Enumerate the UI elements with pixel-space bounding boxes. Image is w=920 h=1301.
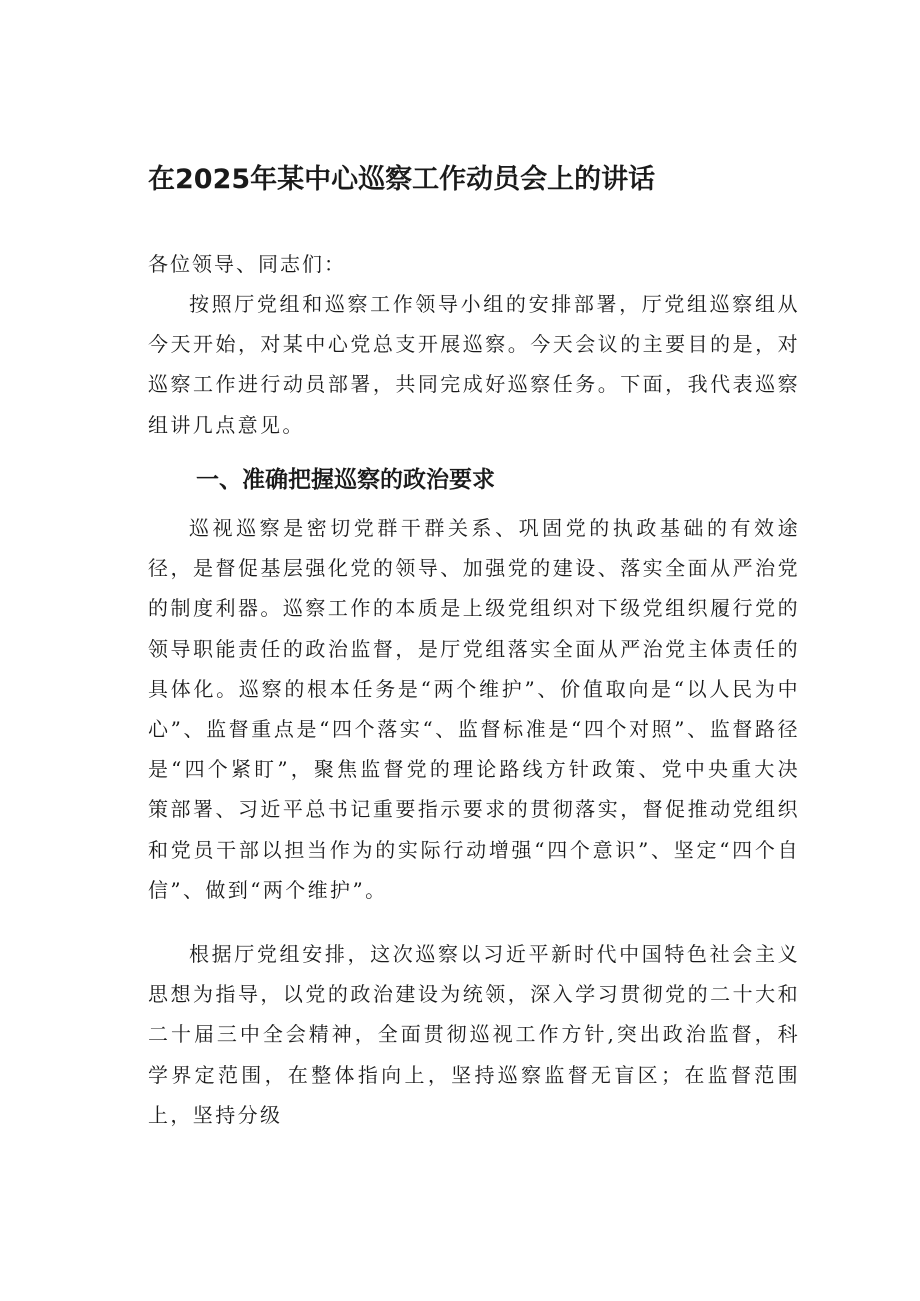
paragraph-intro	[148, 284, 800, 445]
paragraph-political-requirements	[148, 508, 800, 910]
document-title: 在2025年某中心巡察工作动员会上的讲话	[148, 164, 656, 195]
paragraph-text: 根据厅党组安排，这次巡察以习近平新时代中国特色社会主义思想为指导，以党的政治建设为统领，深入学习贯彻党的二十大和二十届三中全会精神，全面贯彻巡视工作方针,突出政治监督，科学界定范围，在整体指向上，坚持巡察监督无盲区；在监督范围上，坚持分级	[148, 942, 800, 1127]
paragraph-text: 巡视巡察是密切党群干群关系、巩固党的执政基础的有效途径，是督促基层强化党的领导、加强党的建设、落实全面从严治党的制度利器。巡察工作的本质是上级党组织对下级党组织履行党的领导职能责任的政治监督，是厅党组落实全面从严治党主体责任的具体化。巡察的根本任务是“两个维护”、价值取向是“以人民为中心”、监督重点是“四个落实“、监督标准是“四个对照”、监督路径是“四个紧盯”，聚焦监督党的理论路线方针政策、党中央重大决策部署、习近平总书记重要指示要求的贯彻落实，督促推动党组织和党员干部以担当作为的实际行动增强“四个意识”、坚定“四个自信”、做到“两个维护”。	[148, 516, 800, 902]
salutation: 各位领导、同志们：	[148, 252, 346, 276]
section-heading: 一、准确把握巡察的政治要求	[196, 467, 495, 493]
paragraph-arrangement	[148, 934, 800, 1135]
paragraph-text: 按照厅党组和巡察工作领导小组的安排部署，厅党组巡察组从今天开始，对某中心党总支开展巡察。今天会议的主要目的是，对巡察工作进行动员部署，共同完成好巡察任务。下面，我代表巡察组讲几点意见。	[148, 292, 800, 437]
